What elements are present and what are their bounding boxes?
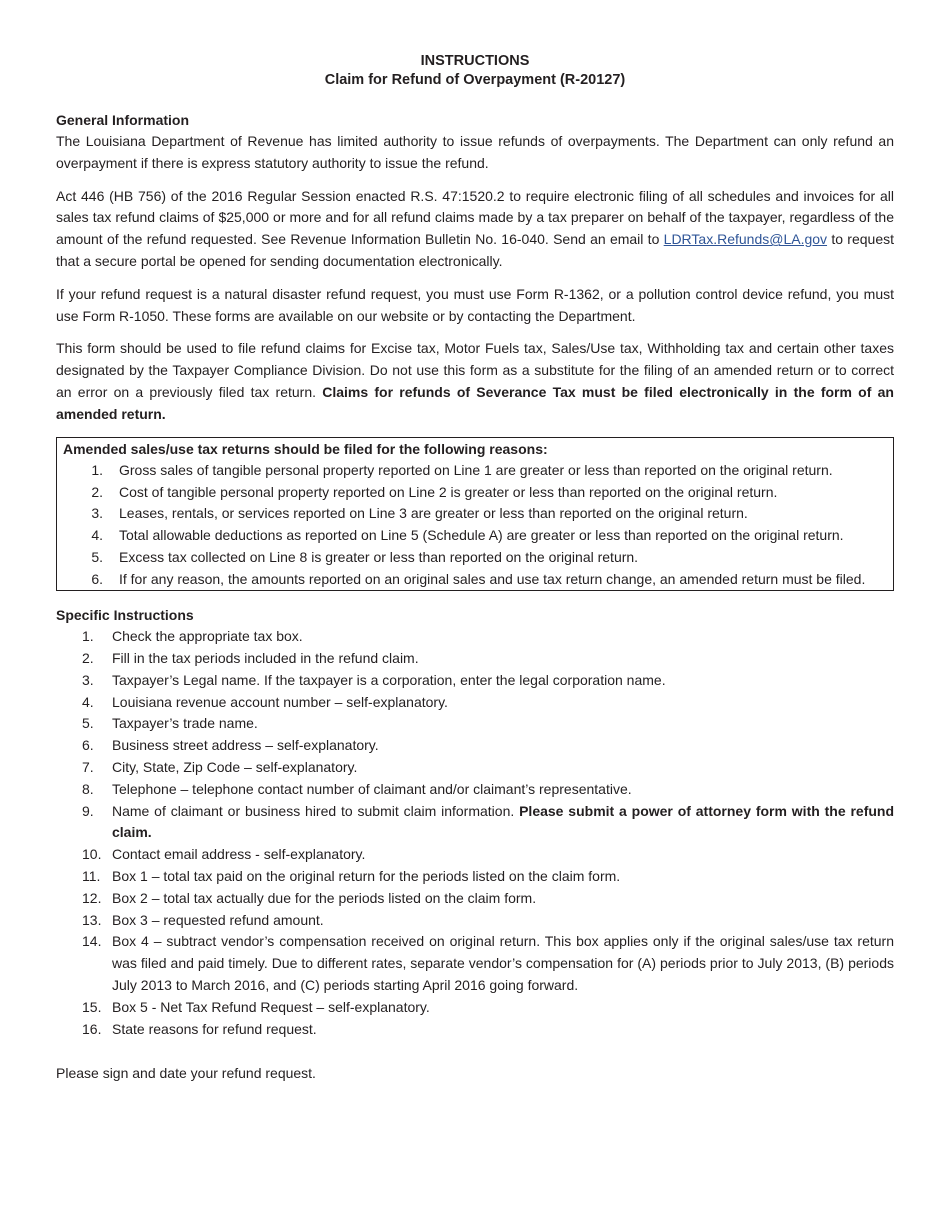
- instruction-text: Business street address – self-explanatory.: [112, 737, 379, 754]
- amended-reason-item: [63, 482, 887, 504]
- amended-reason-text: Total allowable deductions as reported on Line 5 (Schedule A) are greater or less than reported on the original return.: [119, 527, 844, 544]
- list-number: 3.: [82, 671, 94, 688]
- instruction-text-container: [112, 801, 894, 845]
- list-number: 10.: [82, 846, 102, 863]
- list-number: 1.: [91, 462, 103, 479]
- instruction-text: City, State, Zip Code – self-explanatory.: [112, 759, 358, 776]
- amended-reason-text: If for any reason, the amounts reported on an original sales and use tax return change, an amended return must be filed.: [119, 570, 866, 587]
- instruction-item: [56, 1019, 894, 1041]
- general-information-section: [56, 131, 894, 426]
- instruction-text: Taxpayer’s trade name.: [112, 715, 258, 732]
- list-number: 6.: [82, 737, 94, 754]
- amended-reason-item: [63, 460, 887, 482]
- general-information-heading: General Information: [56, 112, 190, 128]
- list-number: 5.: [82, 715, 94, 732]
- list-number: 5.: [91, 548, 103, 565]
- paragraph-2-text-start: Act 446 (HB 756) of the 2016 Regular Session enacted R.S. 47:1520.2 to require electronic filing of all schedules and invoices for all sales tax refund claims of $25,000 or more and for all refund claims made by a tax preparer on behalf of the taxpayer, regardless of the amount of the refund requested. See Revenue Information Bulletin No. 16-040. Send an email to: [56, 187, 894, 248]
- instruction-text: Fill in the tax periods included in the refund claim.: [112, 650, 419, 667]
- general-info-paragraph-1: The Louisiana Department of Revenue has limited authority to issue refunds of overpayments. The Department can only refund an overpayment if there is express statutory authority to issue the refund.: [56, 133, 894, 171]
- severance-tax-notice: Claims for refunds of Severance Tax must be filed electronically in the form of an amended return.: [56, 383, 894, 422]
- list-number: 14.: [82, 933, 102, 950]
- instruction-text: Contact email address - self-explanatory.: [112, 846, 366, 863]
- instruction-text: State reasons for refund request.: [112, 1020, 317, 1037]
- instruction-item: [56, 997, 894, 1019]
- instruction-text-container: [112, 931, 894, 996]
- amended-reason-text: Leases, rentals, or services reported on Line 3 are greater or less than reported on the original return.: [119, 505, 748, 522]
- instruction-text: Box 4 – subtract vendor’s compensation received on original return. This box applies only if the original sales/use tax return was filed and paid timely. Due to different rates, separate vendor’s compensation for (A) periods prior to July 2013, (B) periods July 2013 to March 2016, and (C) periods starting April 2016 going forward.: [112, 933, 894, 994]
- amended-reason-text: Cost of tangible personal property reported on Line 2 is greater or less than reported on the original return.: [119, 483, 778, 500]
- instruction-item: [56, 779, 894, 801]
- instruction-text-container: [112, 779, 894, 801]
- list-number: 15.: [82, 998, 102, 1015]
- instruction-text-container: [112, 648, 894, 670]
- instruction-text-container: [112, 910, 894, 932]
- instruction-text: Louisiana revenue account number – self-explanatory.: [112, 693, 448, 710]
- amended-reason-text: Excess tax collected on Line 8 is greater or less than reported on the original return.: [119, 548, 639, 565]
- list-number: 1.: [82, 628, 94, 645]
- instruction-item: [56, 801, 894, 845]
- list-number: 8.: [82, 780, 94, 797]
- instruction-item: [56, 931, 894, 996]
- instruction-text-container: [112, 1019, 894, 1041]
- instruction-item: [56, 888, 894, 910]
- instruction-text-container: [112, 692, 894, 714]
- instruction-text-container: [112, 626, 894, 648]
- instruction-text-container: [112, 997, 894, 1019]
- amended-returns-heading: Amended sales/use tax returns should be filed for the following reasons:: [63, 440, 548, 457]
- list-number: 6.: [91, 570, 103, 587]
- refunds-email-link[interactable]: LDRTax.Refunds@LA.gov: [663, 231, 828, 248]
- instruction-text: Box 2 – total tax actually due for the periods listed on the claim form.: [112, 889, 537, 906]
- specific-instructions-heading: Specific Instructions: [56, 607, 194, 624]
- instruction-text-container: [112, 735, 894, 757]
- list-number: 13.: [82, 911, 102, 928]
- paragraph-2-text-end: to request that a secure portal be opened for sending documentation electronically.: [56, 231, 894, 269]
- instruction-text: Box 3 – requested refund amount.: [112, 911, 324, 928]
- amended-returns-box: [56, 437, 894, 592]
- list-number: 9.: [82, 802, 94, 819]
- instruction-bold-note: Please submit a power of attorney form with the refund claim.: [112, 802, 895, 841]
- list-number: 3.: [91, 505, 103, 522]
- document-subtitle: Claim for Refund of Overpayment (R-20127): [324, 72, 626, 88]
- instruction-item: [56, 757, 894, 779]
- specific-instructions-list: [56, 626, 894, 1040]
- instruction-item: [56, 844, 894, 866]
- amended-reason-item: [63, 547, 887, 569]
- amended-reason-text: Gross sales of tangible personal property reported on Line 1 are greater or less than reported on the original return.: [119, 462, 833, 479]
- general-info-paragraph-4: [56, 338, 894, 425]
- instruction-item: [56, 692, 894, 714]
- closing-note: Please sign and date your refund request.: [56, 1065, 316, 1082]
- paragraph-4-text: This form should be used to file refund claims for Excise tax, Motor Fuels tax, Sales/Use tax, Withholding tax and certain other taxes designated by the Taxpayer Compliance Division. Do not use this form as a substitute for the filing of an amended return or to correct an error on a previously filed tax return.: [56, 340, 894, 400]
- instruction-text-container: [112, 713, 894, 735]
- instruction-text: Taxpayer’s Legal name. If the taxpayer is a corporation, enter the legal corporation name.: [112, 671, 666, 688]
- instruction-text: Name of claimant or business hired to submit claim information.: [112, 802, 520, 819]
- instruction-item: [56, 866, 894, 888]
- list-number: 7.: [82, 759, 94, 776]
- instruction-item: [56, 670, 894, 692]
- list-number: 12.: [82, 889, 102, 906]
- instruction-item: [56, 713, 894, 735]
- instruction-text: Box 1 – total tax paid on the original return for the periods listed on the claim form.: [112, 868, 621, 885]
- instruction-text: Check the appropriate tax box.: [112, 628, 303, 645]
- list-number: 4.: [91, 527, 103, 544]
- general-info-paragraph-3: If your refund request is a natural disaster refund request, you must use Form R-1362, or a pollution control device refund, you must use Form R-1050. These forms are available on our website or by contacting the Department.: [56, 285, 894, 324]
- list-number: 11.: [82, 868, 101, 885]
- amended-reason-item: [63, 503, 887, 525]
- amended-reasons-list: [63, 460, 887, 590]
- instruction-item: [56, 626, 894, 648]
- list-number: 4.: [82, 693, 94, 710]
- amended-reason-item: [63, 525, 887, 547]
- document-title: INSTRUCTIONS: [420, 53, 530, 69]
- list-number: 2.: [91, 483, 103, 500]
- instruction-text-container: [112, 866, 894, 888]
- instruction-text: Telephone – telephone contact number of claimant and/or claimant’s representative.: [112, 780, 632, 797]
- amended-reason-item: [63, 569, 887, 591]
- instruction-text: Box 5 - Net Tax Refund Request – self-explanatory.: [112, 998, 430, 1015]
- instruction-item: [56, 735, 894, 757]
- general-info-paragraph-2: [56, 186, 894, 273]
- instruction-text-container: [112, 757, 894, 779]
- list-number: 16.: [82, 1020, 102, 1037]
- list-number: 2.: [82, 650, 94, 667]
- document-header: [56, 52, 894, 90]
- instruction-text-container: [112, 888, 894, 910]
- instruction-item: [56, 648, 894, 670]
- instruction-item: [56, 910, 894, 932]
- instruction-text-container: [112, 670, 894, 692]
- instruction-text-container: [112, 844, 894, 866]
